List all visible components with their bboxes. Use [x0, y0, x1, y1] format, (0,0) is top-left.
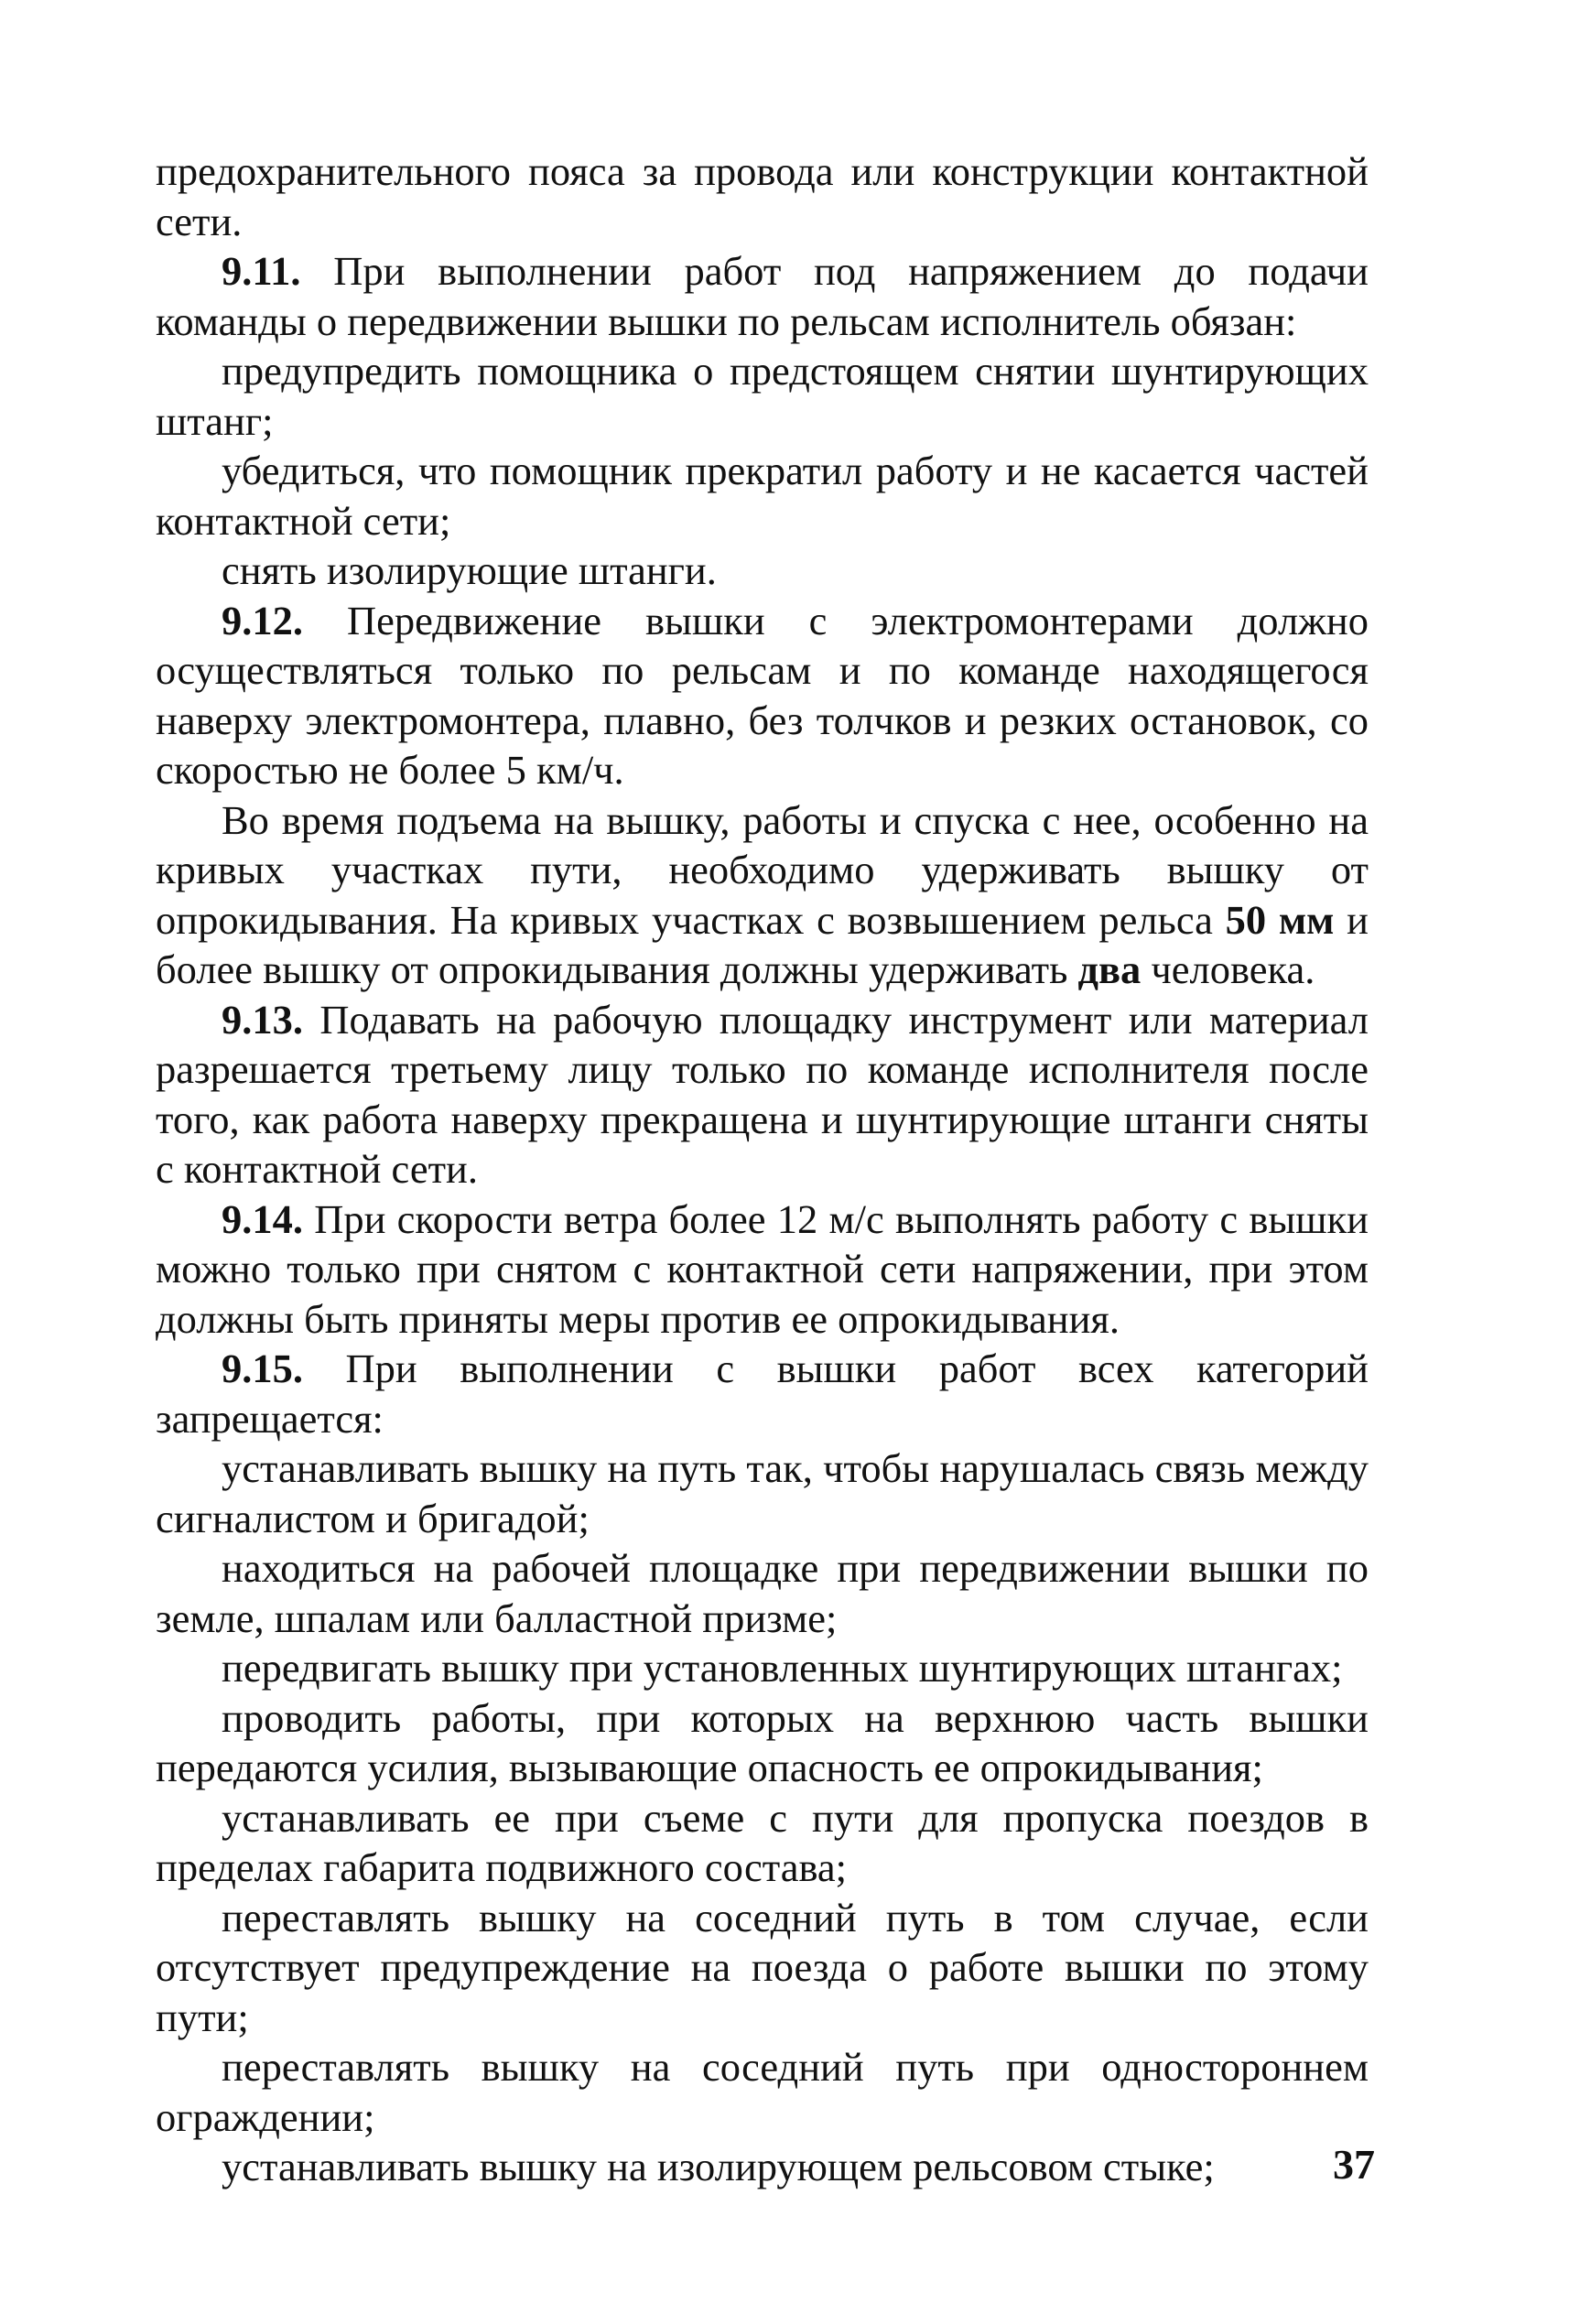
page-number: 37 — [1333, 2141, 1375, 2188]
bold-value: два — [1077, 946, 1142, 992]
paragraph-text: устанавливать вышку на путь так, чтобы нарушалась связь между сигналистом и бригадой; — [156, 1445, 1369, 1541]
clause-number: 9.14. — [222, 1195, 303, 1242]
paragraph-text: Подавать на рабочую площадку инструмент или материал разрешается третьему лицу только по команде исполнителя после того, как работа наверху прекращена и шунтирующие штанги сняты с контактной сети. — [156, 996, 1369, 1192]
paragraph-text: устанавливать вышку на изолирующем рельсовом стыке; — [222, 2144, 1215, 2189]
paragraph-text: переставлять вышку на соседний путь при одностороннем ограждении; — [156, 2044, 1369, 2140]
clause-number: 9.11. — [222, 248, 301, 294]
paragraph-text: человека. — [1141, 946, 1315, 992]
list-item — [156, 346, 1369, 446]
paragraph-text: передвигать вышку при установленных шунтирующих штангах; — [222, 1645, 1343, 1691]
paragraph — [156, 146, 1369, 246]
paragraph-text: предупредить помощника о предстоящем снятии шунтирующих штанг; — [156, 348, 1369, 444]
paragraph-text: переставлять вышку на соседний путь в том случае, если отсутствует предупреждение на поезда о работе вышки по этому пути; — [156, 1894, 1369, 2040]
list-item — [156, 2142, 1369, 2192]
paragraph-text: и более вышку от опрокидывания должны удерживать — [156, 896, 1369, 992]
paragraph-text: проводить работы, при которых на верхнюю часть вышки передаются усилия, вызывающие опасность ее опрокидывания; — [156, 1694, 1369, 1790]
paragraph-9-12 — [156, 596, 1369, 795]
paragraph-9-13 — [156, 995, 1369, 1194]
list-item — [156, 1893, 1369, 2043]
body-text — [156, 146, 1369, 2192]
paragraph-9-15 — [156, 1344, 1369, 1443]
paragraph-9-11 — [156, 246, 1369, 346]
bold-value: 50 мм — [1225, 896, 1335, 943]
list-item — [156, 446, 1369, 546]
paragraph-text: При скорости ветра более 12 м/с выполнять работу с вышки можно только при снятом с контактной сети напряжении, при этом должны быть приняты меры против ее опрокидывания. — [156, 1195, 1369, 1342]
list-item — [156, 1793, 1369, 1893]
paragraph-text: находиться на рабочей площадке при передвижении вышки по земле, шпалам или балластной призме; — [156, 1545, 1369, 1641]
paragraph-text: Передвижение вышки с электромонтерами должно осуществляться только по рельсам и по команде находящегося наверху электромонтера, плавно, без толчков и резких остановок, со скоростью не более 5 км/ч. — [156, 597, 1369, 793]
paragraph-text: При выполнении с вышки работ всех категорий запрещается: — [156, 1346, 1369, 1442]
list-item — [156, 546, 1369, 596]
list-item — [156, 1543, 1369, 1643]
paragraph-text: убедиться, что помощник прекратил работу и не касается частей контактной сети; — [156, 448, 1369, 544]
paragraph — [156, 795, 1369, 995]
list-item — [156, 1643, 1369, 1693]
paragraph-text: Во время подъема на вышку, работы и спуска с нее, особенно на кривых участках пути, необходимо удерживать вышку от опрокидывания. На кривых участках с возвышением рельса — [156, 796, 1369, 943]
paragraph-text: устанавливать ее при съеме с пути для пропуска поездов в пределах габарита подвижного состава; — [156, 1794, 1369, 1890]
list-item — [156, 1443, 1369, 1543]
paragraph-9-14 — [156, 1194, 1369, 1345]
clause-number: 9.13. — [222, 996, 303, 1043]
clause-number: 9.12. — [222, 597, 303, 643]
clause-number: 9.15. — [222, 1346, 303, 1391]
paragraph-text: снять изолирующие штанги. — [222, 547, 717, 593]
list-item — [156, 2042, 1369, 2142]
paragraph-text: При выполнении работ под напряжением до подачи команды о передвижении вышки по рельсам исполнитель обязан: — [156, 248, 1369, 344]
list-item — [156, 1693, 1369, 1793]
paragraph-text: предохранительного пояса за провода или конструкции контактной сети. — [156, 148, 1369, 244]
